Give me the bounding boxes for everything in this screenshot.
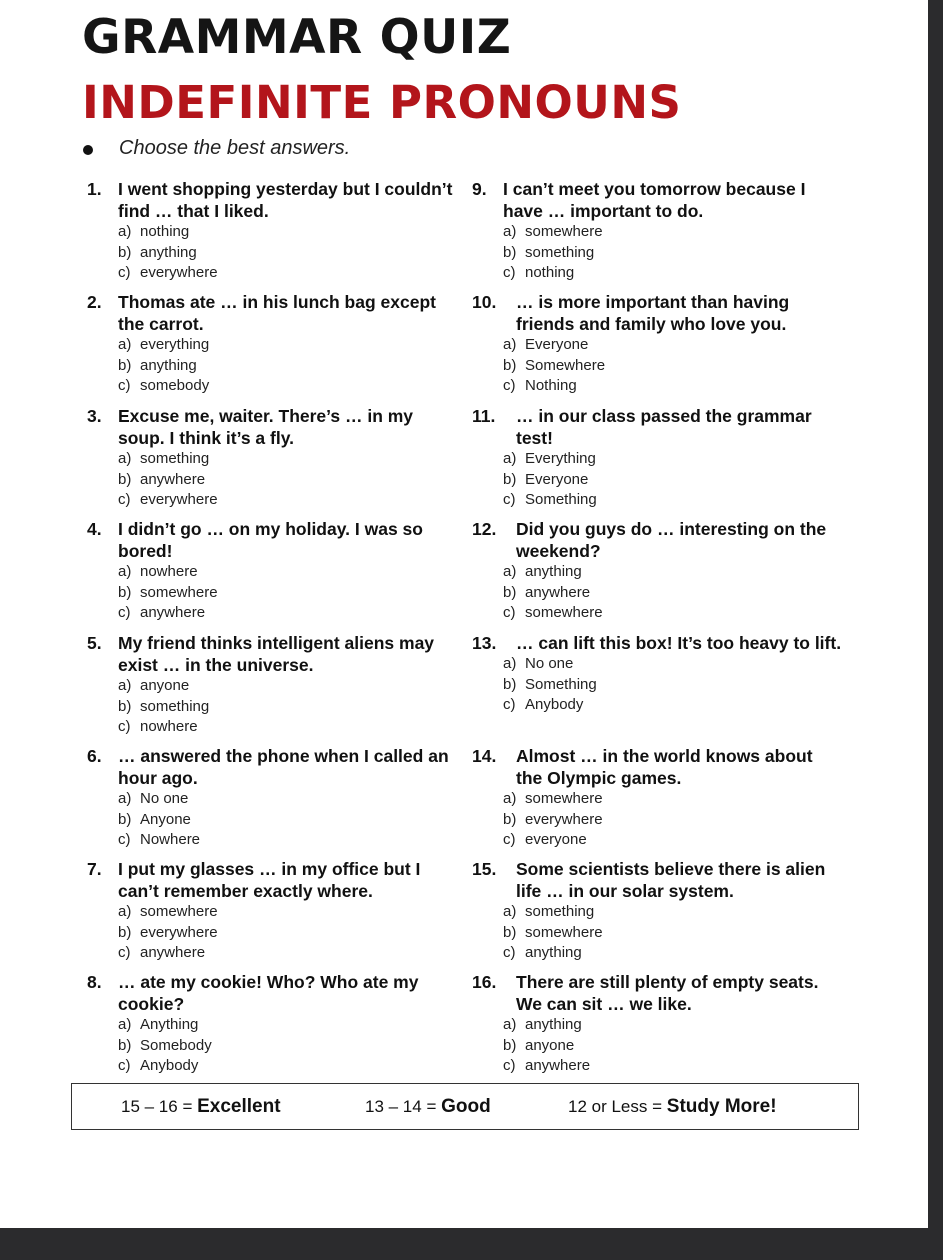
option-letter: a) — [503, 563, 517, 580]
answer-option — [472, 943, 842, 964]
question-number: 10. — [472, 292, 497, 312]
option-text: everywhere — [140, 264, 218, 281]
option-letter: c) — [118, 264, 131, 281]
option-letter: c) — [503, 696, 516, 713]
answer-option — [472, 1056, 842, 1077]
answer-option — [87, 902, 457, 923]
option-text: Everyone — [525, 470, 589, 488]
question-12 — [472, 518, 842, 624]
option-text: anything — [140, 356, 197, 374]
question-text: Thomas ate … in his lunch bag except the carrot. — [118, 292, 436, 334]
question-11 — [472, 405, 842, 511]
answer-option — [472, 675, 842, 696]
option-letter: a) — [118, 336, 132, 353]
option-letter: c) — [118, 944, 131, 961]
answer-option — [87, 449, 457, 470]
answer-option — [87, 335, 457, 356]
question-text: My friend thinks intelligent aliens may exist … in the universe. — [118, 633, 435, 675]
option-text: everyone — [525, 831, 587, 848]
answer-option — [472, 449, 842, 470]
option-text: Everyone — [525, 336, 589, 353]
page-title: GRAMMAR QUIZ — [82, 10, 512, 65]
option-text: somewhere — [525, 604, 603, 621]
option-letter: b) — [503, 470, 517, 488]
option-text: something — [525, 243, 595, 261]
option-text: somewhere — [525, 790, 603, 807]
option-letter: b) — [503, 923, 517, 941]
option-text: anywhere — [140, 470, 206, 488]
option-text: everywhere — [140, 491, 218, 508]
option-letter: a) — [118, 1016, 132, 1033]
question-number: 4. — [87, 519, 102, 539]
answer-option — [472, 490, 842, 511]
question-stem — [472, 405, 842, 449]
question-stem — [472, 632, 842, 654]
question-number: 16. — [472, 972, 497, 992]
score-label: Study More! — [666, 1096, 777, 1117]
score-good — [365, 1096, 491, 1118]
question-15 — [472, 858, 842, 964]
option-letter: b) — [503, 1036, 517, 1054]
answer-option — [87, 1036, 457, 1057]
answer-option — [472, 603, 842, 624]
option-text: Nowhere — [140, 831, 201, 848]
option-text: Anything — [140, 1016, 199, 1033]
question-text: I went shopping yesterday but I couldn’t find … that I liked. — [118, 179, 453, 221]
score-range: 13 – 14 = — [365, 1097, 437, 1116]
score-study-more — [568, 1096, 777, 1118]
option-text: Something — [525, 675, 597, 693]
option-text: anywhere — [140, 604, 206, 621]
answer-option — [87, 789, 457, 810]
question-number: 13. — [472, 633, 497, 653]
question-stem — [87, 405, 457, 449]
question-stem — [472, 178, 842, 222]
question-2 — [87, 291, 457, 397]
answer-option — [472, 356, 842, 377]
option-letter: b) — [503, 675, 517, 693]
option-text: nowhere — [140, 718, 198, 735]
question-4 — [87, 518, 457, 624]
answer-option — [472, 810, 842, 831]
instruction-text: Choose the best answers. — [119, 137, 351, 159]
option-letter: a) — [503, 655, 517, 672]
answer-option — [472, 263, 842, 284]
score-box — [71, 1083, 859, 1130]
instruction — [83, 137, 350, 160]
answer-option — [472, 695, 842, 716]
option-letter: b) — [118, 697, 132, 715]
option-text: somewhere — [525, 223, 603, 240]
option-letter: b) — [118, 583, 132, 601]
answer-option — [472, 335, 842, 356]
option-letter: c) — [503, 264, 516, 281]
option-text: everywhere — [140, 923, 218, 941]
score-label: Excellent — [197, 1096, 281, 1117]
answer-option — [472, 243, 842, 264]
answer-option — [472, 1036, 842, 1057]
score-range: 15 – 16 = — [121, 1097, 193, 1116]
answer-option — [472, 789, 842, 810]
option-letter: c) — [503, 604, 516, 621]
option-letter: c) — [118, 1057, 131, 1074]
option-text: Somewhere — [525, 356, 606, 374]
option-letter: b) — [503, 583, 517, 601]
option-letter: b) — [118, 810, 132, 828]
question-text: … ate my cookie! Who? Who ate my cookie? — [118, 972, 419, 1014]
option-text: Anybody — [525, 696, 584, 713]
question-stem — [87, 745, 457, 789]
option-letter: c) — [503, 1057, 516, 1074]
option-letter: a) — [118, 450, 132, 467]
option-letter: a) — [118, 223, 132, 240]
question-number: 9. — [472, 179, 487, 199]
answer-option — [87, 243, 457, 264]
question-stem — [87, 518, 457, 562]
question-number: 3. — [87, 406, 102, 426]
option-text: somewhere — [140, 583, 218, 601]
answer-option — [87, 356, 457, 377]
option-letter: b) — [503, 243, 517, 261]
answer-option — [87, 222, 457, 243]
option-text: nowhere — [140, 563, 198, 580]
option-letter: b) — [118, 356, 132, 374]
option-letter: b) — [503, 810, 517, 828]
option-text: somewhere — [525, 923, 603, 941]
option-letter: a) — [118, 790, 132, 807]
option-letter: a) — [118, 677, 132, 694]
answer-option — [87, 923, 457, 944]
option-letter: c) — [118, 718, 131, 735]
question-number: 12. — [472, 519, 497, 539]
option-letter: c) — [503, 831, 516, 848]
question-text: I put my glasses … in my office but I can’t remember exactly where. — [118, 859, 421, 901]
option-text: everywhere — [525, 810, 603, 828]
option-text: something — [140, 697, 210, 715]
question-text: I didn’t go … on my holiday. I was so bored! — [118, 519, 423, 561]
option-text: anything — [525, 563, 582, 580]
question-9 — [472, 178, 842, 284]
option-text: Somebody — [140, 1036, 212, 1054]
option-letter: b) — [118, 923, 132, 941]
question-3 — [87, 405, 457, 511]
question-5 — [87, 632, 457, 738]
question-stem — [472, 291, 842, 335]
option-text: anything — [140, 243, 197, 261]
answer-option — [87, 1015, 457, 1036]
option-text: nothing — [525, 264, 575, 281]
question-stem — [87, 858, 457, 902]
option-letter: b) — [503, 356, 517, 374]
answer-option — [87, 263, 457, 284]
answer-option — [472, 902, 842, 923]
option-letter: a) — [503, 450, 517, 467]
answer-option — [87, 676, 457, 697]
question-number: 5. — [87, 633, 102, 653]
question-10 — [472, 291, 842, 397]
question-16 — [472, 971, 842, 1077]
answer-option — [472, 376, 842, 397]
option-letter: c) — [118, 831, 131, 848]
answer-option — [472, 830, 842, 851]
question-14 — [472, 745, 842, 851]
question-number: 8. — [87, 972, 102, 992]
question-text: Excuse me, waiter. There’s … in my soup. I think it’s a fly. — [118, 406, 414, 448]
question-1 — [87, 178, 457, 284]
option-letter: c) — [503, 491, 516, 508]
answer-option — [87, 697, 457, 718]
answer-option — [472, 470, 842, 491]
question-stem — [87, 291, 457, 335]
score-range: 12 or Less = — [568, 1097, 663, 1116]
question-stem — [472, 971, 842, 1015]
option-letter: b) — [118, 243, 132, 261]
answer-option — [87, 562, 457, 583]
option-letter: c) — [118, 604, 131, 621]
question-number: 2. — [87, 292, 102, 312]
option-text: somewhere — [140, 903, 218, 920]
option-text: No one — [525, 655, 574, 672]
answer-option — [87, 943, 457, 964]
question-number: 6. — [87, 746, 102, 766]
question-stem — [472, 745, 842, 789]
question-text: Did you guys do … interesting on the weekend? — [516, 519, 827, 561]
question-text: I can’t meet you tomorrow because I have … important to do. — [503, 179, 806, 221]
option-letter: a) — [118, 903, 132, 920]
option-text: Everything — [525, 450, 596, 467]
answer-option — [87, 810, 457, 831]
page-subtitle: INDEFINITE PRONOUNS — [82, 76, 682, 129]
score-label: Good — [441, 1096, 491, 1117]
question-7 — [87, 858, 457, 964]
option-letter: b) — [118, 470, 132, 488]
option-text: something — [525, 903, 595, 920]
question-stem — [87, 971, 457, 1015]
option-letter: a) — [503, 336, 517, 353]
option-letter: b) — [118, 1036, 132, 1054]
option-text: something — [140, 450, 210, 467]
option-letter: a) — [503, 790, 517, 807]
question-text: Some scientists believe there is alien life … in our solar system. — [516, 859, 826, 901]
option-text: No one — [140, 790, 189, 807]
question-number: 1. — [87, 179, 102, 199]
question-number: 7. — [87, 859, 102, 879]
question-text: … can lift this box! It’s too heavy to lift. — [516, 633, 842, 653]
answer-option — [87, 830, 457, 851]
question-13 — [472, 632, 842, 716]
question-text: … answered the phone when I called an hour ago. — [118, 746, 449, 788]
option-letter: c) — [503, 944, 516, 961]
question-number: 14. — [472, 746, 497, 766]
option-text: Anyone — [140, 810, 191, 828]
option-text: Nothing — [525, 377, 577, 394]
option-text: anywhere — [525, 583, 591, 601]
option-text: anything — [525, 1016, 582, 1033]
answer-option — [87, 1056, 457, 1077]
answer-option — [87, 603, 457, 624]
question-number: 11. — [472, 406, 496, 426]
question-stem — [472, 518, 842, 562]
option-letter: a) — [118, 563, 132, 580]
option-text: anyone — [525, 1036, 575, 1054]
question-text: … in our class passed the grammar test! — [516, 406, 812, 448]
answer-option — [87, 717, 457, 738]
question-stem — [87, 178, 457, 222]
option-letter: c) — [503, 377, 516, 394]
option-text: nothing — [140, 223, 190, 240]
option-text: anything — [525, 944, 582, 961]
option-text: Something — [525, 491, 597, 508]
option-text: Anybody — [140, 1057, 199, 1074]
answer-option — [87, 490, 457, 511]
answer-option — [472, 1015, 842, 1036]
option-letter: c) — [118, 491, 131, 508]
answer-option — [87, 583, 457, 604]
answer-option — [472, 222, 842, 243]
question-text: … is more important than having friends and family who love you. — [516, 292, 790, 334]
score-excellent — [121, 1096, 281, 1118]
option-text: everything — [140, 336, 210, 353]
question-8 — [87, 971, 457, 1077]
bullet-icon — [83, 145, 93, 155]
option-text: anyone — [140, 677, 190, 694]
question-text: There are still plenty of empty seats. We can sit … we like. — [516, 972, 819, 1014]
question-text: Almost … in the world knows about the Olympic games. — [516, 746, 813, 788]
option-text: somebody — [140, 377, 210, 394]
answer-option — [472, 562, 842, 583]
option-text: anywhere — [525, 1057, 591, 1074]
answer-option — [472, 923, 842, 944]
question-stem — [472, 858, 842, 902]
option-letter: a) — [503, 903, 517, 920]
option-letter: a) — [503, 1016, 517, 1033]
option-letter: c) — [118, 377, 131, 394]
answer-option — [87, 470, 457, 491]
question-stem — [87, 632, 457, 676]
question-6 — [87, 745, 457, 851]
question-number: 15. — [472, 859, 497, 879]
answer-option — [472, 654, 842, 675]
answer-option — [87, 376, 457, 397]
option-letter: a) — [503, 223, 517, 240]
answer-option — [472, 583, 842, 604]
option-text: anywhere — [140, 944, 206, 961]
